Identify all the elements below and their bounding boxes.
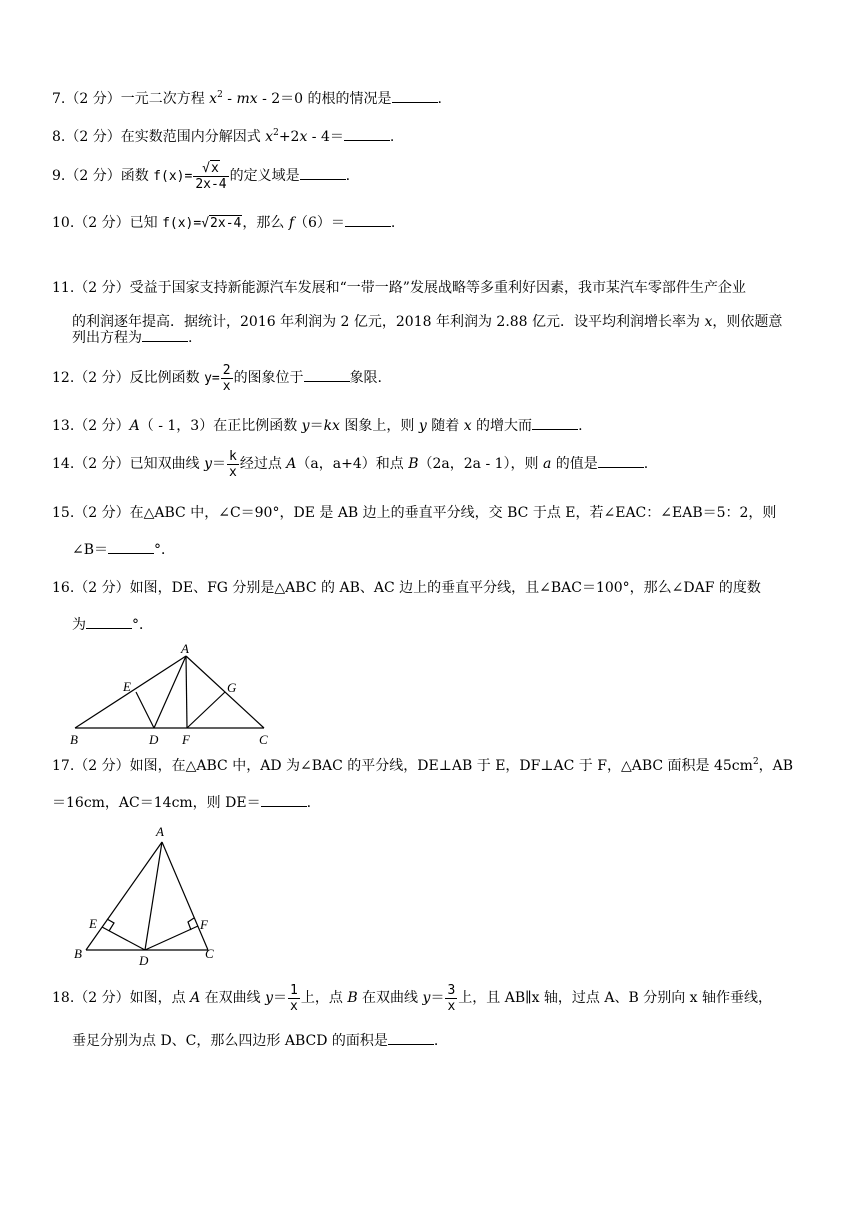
fig17-label-b: B xyxy=(74,946,82,961)
q14-text: 已知双曲线 xyxy=(129,456,205,472)
q18-text-mid: 在双曲线 xyxy=(200,990,266,1006)
q11-var-x: x xyxy=(704,314,713,330)
q8-number: 8. xyxy=(52,129,66,145)
q13-var-y: y xyxy=(301,418,310,434)
q15-number: 15. xyxy=(52,505,75,521)
fig16-label-e: E xyxy=(123,679,131,694)
q9-number: 9. xyxy=(52,168,66,184)
q14-var-a: a xyxy=(542,456,552,472)
q10-score: （2 分） xyxy=(74,215,130,231)
q11-score: （2 分） xyxy=(74,280,130,296)
q12-fraction-denominator: x xyxy=(222,378,231,394)
q14-coord-b: （2a，2a - 1），则 xyxy=(418,456,543,472)
q12-text-rest2: 象限. xyxy=(349,370,383,386)
fig17-right-angle-e xyxy=(107,919,114,931)
q12-fraction xyxy=(221,363,233,394)
answer-blank[interactable] xyxy=(344,126,390,141)
q16-number: 16. xyxy=(52,580,75,596)
answer-blank[interactable] xyxy=(142,327,188,342)
q8-plus-2: +2 xyxy=(278,129,300,145)
fig17-label-e: E xyxy=(89,916,97,931)
figure-16 xyxy=(60,640,280,750)
q7-score: （2 分） xyxy=(65,91,121,107)
question-13 xyxy=(52,415,812,436)
q17-line2: ＝16cm，AC＝14cm，则 DE＝ xyxy=(52,795,261,811)
q12-y: y= xyxy=(204,371,220,386)
q14-point-a: A xyxy=(286,456,297,472)
fig16-label-f: F xyxy=(182,732,190,747)
q9-text: 函数 xyxy=(120,168,154,184)
fig16-segment-af xyxy=(186,656,187,728)
question-9 xyxy=(52,158,812,195)
fig16-label-b: B xyxy=(70,732,78,747)
fig17-label-a: A xyxy=(156,824,164,839)
q12-text-rest: 的图象位于 xyxy=(233,370,304,386)
q13-text-rest3: 的增大而 xyxy=(471,418,533,434)
q17-number: 17. xyxy=(52,758,75,774)
q17-score: （2 分） xyxy=(74,758,130,774)
answer-blank[interactable] xyxy=(392,88,438,103)
fig17-label-c: C xyxy=(205,946,214,961)
q8-text: 在实数范围内分解因式 xyxy=(120,129,266,145)
q8-text-rest: - 4＝ xyxy=(307,129,344,145)
q14-var-y: y xyxy=(204,456,212,472)
q10-fx: f(x)= xyxy=(162,216,202,231)
fig17-label-f: F xyxy=(200,917,208,932)
q18-text-mid3: 在双曲线 xyxy=(357,990,423,1006)
q14-text-rest: 经过点 xyxy=(239,456,287,472)
q8-exponent: 2 xyxy=(273,128,279,138)
fig17-segment-df xyxy=(145,926,198,950)
q14-text-rest2: 的值是 xyxy=(551,456,598,472)
q14-fraction xyxy=(227,449,239,480)
q18-end: . xyxy=(433,1033,439,1049)
question-18-line2 xyxy=(72,1030,438,1051)
q11-line3: 列出方程为 xyxy=(72,330,142,346)
question-11-line3 xyxy=(72,327,192,348)
q13-var-x: x xyxy=(463,418,472,434)
question-16-line2 xyxy=(72,614,153,635)
fig16-label-c: C xyxy=(259,732,268,747)
q18-text: 如图，点 xyxy=(129,990,191,1006)
q17-line1a: 如图，在△ABC 中，AD 为∠BAC 的平分线，DE⊥AB 于 E，DF⊥AC 于 F，△ABC 面积是 45cm xyxy=(129,758,753,774)
q16-end: °． xyxy=(132,617,153,633)
q14-coord-a: （a，a+4）和点 xyxy=(296,456,409,472)
q9-fraction xyxy=(193,161,228,192)
q10-var-f: f xyxy=(288,215,294,231)
q16-score: （2 分） xyxy=(74,580,130,596)
q10-text-rest: ，那么 xyxy=(242,215,289,231)
answer-blank[interactable] xyxy=(304,367,350,382)
answer-blank[interactable] xyxy=(261,792,307,807)
q14-fraction-denominator: x xyxy=(229,464,237,480)
q13-end: . xyxy=(578,418,583,434)
q13-coord: （ - 1，3）在正比例函数 xyxy=(139,418,302,434)
q9-text-rest: 的定义域是 xyxy=(229,168,300,184)
q18-text-mid2: 上，点 xyxy=(300,990,348,1006)
q18-fraction-1 xyxy=(288,983,300,1014)
q14-equals: ＝ xyxy=(212,456,226,472)
q9-fx: f(x)= xyxy=(153,169,193,184)
answer-blank[interactable] xyxy=(598,453,644,468)
q14-end: . xyxy=(643,456,649,472)
question-10 xyxy=(52,212,812,234)
q18-point-b: B xyxy=(347,990,358,1006)
q13-text-rest2: 随着 xyxy=(426,418,464,434)
q14-number: 14. xyxy=(52,456,75,472)
q7-text: 一元二次方程 xyxy=(120,91,210,107)
q13-equals: ＝ xyxy=(309,418,324,434)
q18-equals-2: ＝ xyxy=(430,990,445,1006)
question-17 xyxy=(52,756,812,776)
q10-text-rest2: （6）＝ xyxy=(294,215,345,231)
q18-fraction-1-denominator: x xyxy=(290,998,298,1014)
q11-end: . xyxy=(188,330,193,346)
q13-text-rest: 图象上，则 xyxy=(339,418,419,434)
q7-minus: - xyxy=(222,91,237,107)
q12-fraction-numerator: 2 xyxy=(222,362,231,378)
q10-text: 已知 xyxy=(129,215,163,231)
fig16-segment-fg xyxy=(187,692,225,728)
fig17-segment-ad xyxy=(145,842,162,950)
fig17-label-d: D xyxy=(139,953,149,968)
q9-fraction-denominator: 2x-4 xyxy=(195,176,227,192)
q7-exponent: 2 xyxy=(217,90,223,100)
q17-exponent: 2 xyxy=(752,757,759,767)
q15-line1: 在△ABC 中，∠C＝90°，DE 是 AB 边上的垂直平分线，交 BC 于点 E，若∠EAC：∠EAB＝5：2，则 xyxy=(129,505,777,521)
q8-score: （2 分） xyxy=(65,129,121,145)
q8-var-x2: x xyxy=(299,129,308,145)
question-18 xyxy=(52,980,812,1016)
q13-var-kx: kx xyxy=(323,418,340,434)
q18-var-y2: y xyxy=(422,990,431,1006)
answer-blank[interactable] xyxy=(300,165,346,180)
figure-17 xyxy=(62,818,232,968)
q9-score: （2 分） xyxy=(65,168,121,184)
q18-line2: 垂足分别为点 D、C，那么四边形 ABCD 的面积是 xyxy=(72,1033,388,1049)
q8-end: . xyxy=(389,129,395,145)
q18-fraction-2-numerator: 3 xyxy=(447,982,456,998)
q13-var-y2: y xyxy=(418,418,427,434)
q8-var-x: x xyxy=(265,129,274,145)
q14-point-b: B xyxy=(408,456,419,472)
answer-blank[interactable] xyxy=(108,539,154,554)
question-14 xyxy=(52,446,812,482)
q10-end: . xyxy=(390,215,396,231)
answer-blank[interactable] xyxy=(86,614,132,629)
fig16-label-g: G xyxy=(227,680,237,695)
question-17-line2 xyxy=(52,792,311,813)
q13-point-a: A xyxy=(129,418,140,434)
q18-number: 18. xyxy=(52,990,75,1006)
q11-line2a: 的利润逐年提高．据统计，2016 年利润为 2 亿元，2018 年利润为 2.88 亿元．设平均利润增长率为 xyxy=(72,314,705,330)
q7-number: 7. xyxy=(52,91,66,107)
q12-number: 12. xyxy=(52,370,75,386)
q18-text-rest: 上，且 AB∥x 轴，过点 A、B 分别向 x 轴作垂线， xyxy=(458,990,773,1006)
q18-var-y: y xyxy=(265,990,274,1006)
question-15 xyxy=(52,503,812,523)
q10-sqrt: √2x-4 xyxy=(201,216,242,231)
q16-line1: 如图，DE、FG 分别是△ABC 的 AB、AC 边上的垂直平分线，且∠BAC＝100°，那么∠DAF 的度数 xyxy=(129,580,761,596)
q9-end: . xyxy=(345,168,351,184)
fig17-segment-de xyxy=(102,927,145,950)
q18-fraction-2 xyxy=(445,983,457,1014)
q17-end: . xyxy=(306,795,312,811)
q13-score: （2 分） xyxy=(74,418,130,434)
q18-fraction-2-denominator: x xyxy=(447,998,456,1014)
q13-number: 13. xyxy=(52,418,75,434)
q15-score: （2 分） xyxy=(74,505,130,521)
question-15-line2 xyxy=(72,539,175,560)
q9-fraction-numerator: √x xyxy=(193,161,228,177)
q15-line2: ∠B＝ xyxy=(72,542,109,558)
answer-blank[interactable] xyxy=(345,212,391,227)
answer-blank[interactable] xyxy=(388,1030,434,1045)
q9-sqrt-x: x xyxy=(210,160,219,176)
q15-end: °． xyxy=(154,542,176,558)
question-7 xyxy=(52,88,812,109)
q12-text: 反比例函数 xyxy=(129,370,205,386)
q16-line2: 为 xyxy=(72,617,86,633)
fig16-label-a: A xyxy=(181,641,189,656)
q11-number: 11. xyxy=(52,280,75,296)
q12-score: （2 分） xyxy=(74,370,130,386)
q18-score: （2 分） xyxy=(74,990,130,1006)
q18-point-a: A xyxy=(190,990,201,1006)
q14-fraction-numerator: k xyxy=(229,448,237,464)
q18-fraction-1-numerator: 1 xyxy=(290,982,298,998)
q17-line1b: ，AB xyxy=(758,758,794,774)
fig17-side-ac xyxy=(162,842,208,950)
q7-end: . xyxy=(437,91,442,107)
q7-var-mx: mx xyxy=(236,91,258,107)
fig16-label-d: D xyxy=(149,732,159,747)
fig16-segment-de xyxy=(136,692,154,728)
question-8 xyxy=(52,126,812,147)
fig17-side-ab xyxy=(86,842,162,950)
q7-var-x: x xyxy=(209,91,218,107)
q7-text-rest: - 2＝0 的根的情况是 xyxy=(257,91,392,107)
q10-number: 10. xyxy=(52,215,75,231)
q10-sqrt-radicand: 2x-4 xyxy=(210,216,242,231)
answer-blank[interactable] xyxy=(532,415,578,430)
q14-score: （2 分） xyxy=(74,456,130,472)
q11-line1: 受益于国家支持新能源汽车发展和“一带一路”发展战略等多重利好因素，我市某汽车零部件生产企业 xyxy=(129,280,746,296)
q18-equals: ＝ xyxy=(273,990,288,1006)
q11-line2b: ，则依题意 xyxy=(712,314,783,330)
question-16 xyxy=(52,578,812,598)
question-11 xyxy=(52,278,812,298)
question-12 xyxy=(52,360,812,397)
